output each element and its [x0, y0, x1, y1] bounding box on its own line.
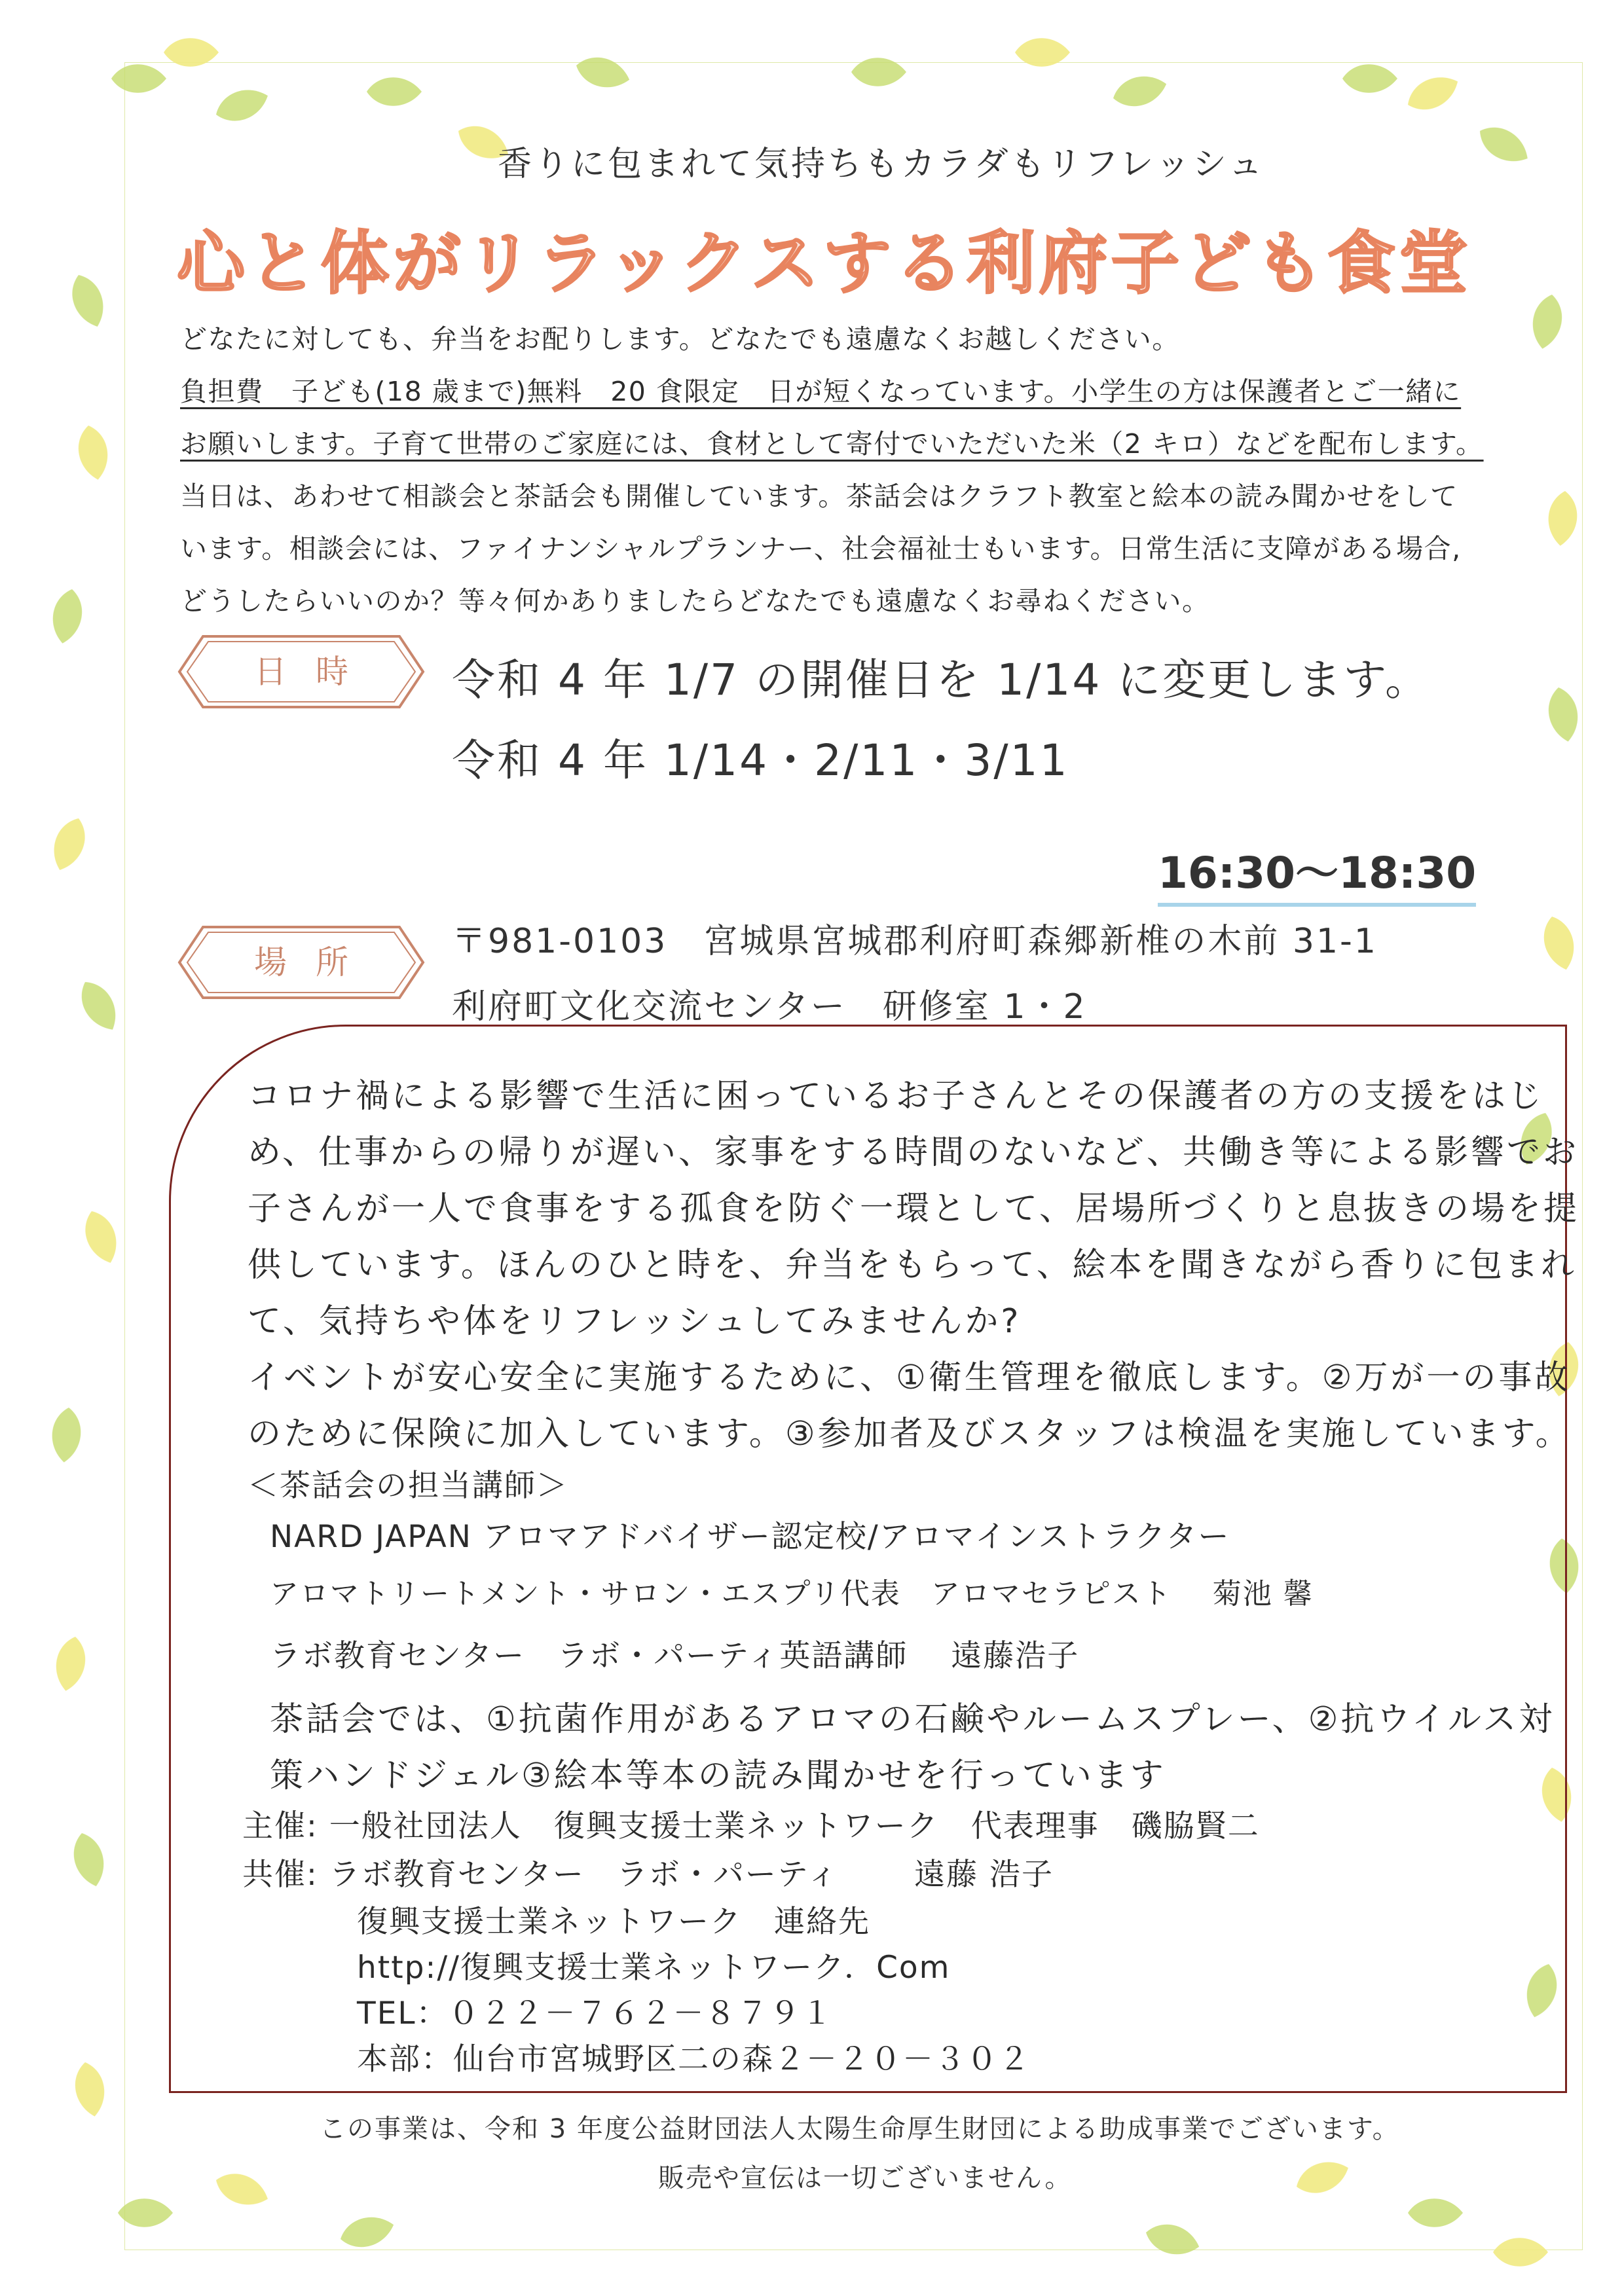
location-label	[177, 924, 426, 1000]
instructor-line: NARD JAPAN アロマアドバイザー認定校/アロマインストラクター	[270, 1519, 1230, 1555]
co-host: 共催: ラボ教育センター ラボ・パーティ 遠藤 浩子	[242, 1857, 1054, 1893]
schedule-label-text: 日時	[254, 653, 377, 691]
contact-url: http://復興支援士業ネットワーク．Com	[357, 1950, 951, 1986]
contact-phone: TEL：０２２－７６２－８７９１	[357, 1995, 834, 2032]
schedule-label	[177, 634, 426, 710]
intro-line: 当日は、あわせて相談会と茶話会も開催しています。茶話会はクラフト教室と絵本の読み聞かせをして	[180, 481, 1458, 512]
details-paragraph-line: コロナ禍による影響で生活に困っているお子さんとその保護者の方の支援をはじ	[248, 1077, 1545, 1116]
location-address: 〒981-0103 宮城県宮城郡利府町森郷新椎の木前 31-1	[452, 922, 1378, 961]
tea-party-description: 策ハンドジェル③絵本等本の読み聞かせを行っています	[270, 1757, 1166, 1795]
intro-line-underlined: 負担費 子ども(18 歳まで)無料 20 食限定 日が短くなっています。小学生の方は保護者とご一緒に	[180, 376, 1462, 407]
schedule-change-notice: 令和 4 年 1/7 の開催日を 1/14 に変更します。	[452, 655, 1431, 705]
intro-line-underlined: お願いします。子育て世帯のご家庭には、食材として寄付でいただいた米（2 キロ）などを配布します。	[180, 428, 1484, 460]
details-paragraph-line: め、仕事からの帰りが遅い、家事をする時間のないなど、共働き等による影響でお	[248, 1133, 1579, 1172]
schedule-time: 16:30～18:30	[1158, 838, 1476, 907]
tea-party-description: 茶話会では、①抗菌作用があるアロマの石鹸やルームスプレー、②抗ウイルス対	[270, 1700, 1555, 1739]
schedule-dates: 令和 4 年 1/14・2/11・3/11	[452, 735, 1069, 786]
details-paragraph-line: イベントが安心安全に実施するために、①衛生管理を徹底します。②万が一の事故	[248, 1358, 1571, 1397]
contact-title: 復興支援士業ネットワーク 連絡先	[357, 1904, 870, 1940]
grant-notice: この事業は、令和 3 年度公益財団法人太陽生命厚生財団による助成事業でございます。	[320, 2114, 1400, 2144]
location-venue: 利府町文化交流センター 研修室 1・2	[452, 987, 1087, 1027]
intro-line: どなたに対しても、弁当をお配りします。どなたでも遠慮なくお越しください。	[180, 323, 1180, 355]
intro-line: います。相談会には、ファイナンシャルプランナー、社会福祉士もいます。日常生活に支障がある場合,	[180, 533, 1462, 564]
instructor-line: アロマトリートメント・サロン・エスプリ代表 アロマセラピスト 菊池 馨	[270, 1577, 1314, 1611]
instructors-heading: ＜茶話会の担当講師＞	[248, 1468, 568, 1504]
instructor-line: ラボ教育センター ラボ・パーティ英語講師 遠藤浩子	[270, 1638, 1080, 1674]
page-title: 心と体がリラックスする利府子ども食堂	[177, 223, 1471, 303]
no-sales-notice: 販売や宣伝は一切ございません。	[658, 2163, 1073, 2193]
leaf-vine-bottom	[118, 2198, 1463, 2261]
details-paragraph-line: 子さんが一人で食事をする孤食を防ぐ一環として、居場所づくりと息抜きの場を提	[248, 1190, 1579, 1228]
location-label-text: 場所	[254, 943, 377, 981]
details-paragraph-line: て、気持ちや体をリフレッシュしてみませんか?	[248, 1302, 1022, 1341]
organizer: 主催: 一般社団法人 復興支援士業ネットワーク 代表理事 磯脇賢二	[242, 1808, 1260, 1844]
details-paragraph-line: のために保険に加入しています。③参加者及びスタッフは検温を実施しています。	[248, 1415, 1572, 1453]
contact-headquarters: 本部：仙台市宮城野区二の森２－２０－３０２	[357, 2041, 1031, 2077]
details-paragraph-line: 供しています。ほんのひと時を、弁当をもらって、絵本を聞きながら香りに包まれ	[248, 1246, 1577, 1285]
intro-line: どうしたらいいのか？等々何かありましたらどなたでも遠慮なくお尋ねください。	[180, 585, 1210, 617]
intro-text	[180, 313, 1484, 627]
leaf-vine-left	[48, 270, 125, 1890]
subtitle: 香りに包まれて気持ちもカラダもリフレッシュ	[498, 145, 1265, 184]
